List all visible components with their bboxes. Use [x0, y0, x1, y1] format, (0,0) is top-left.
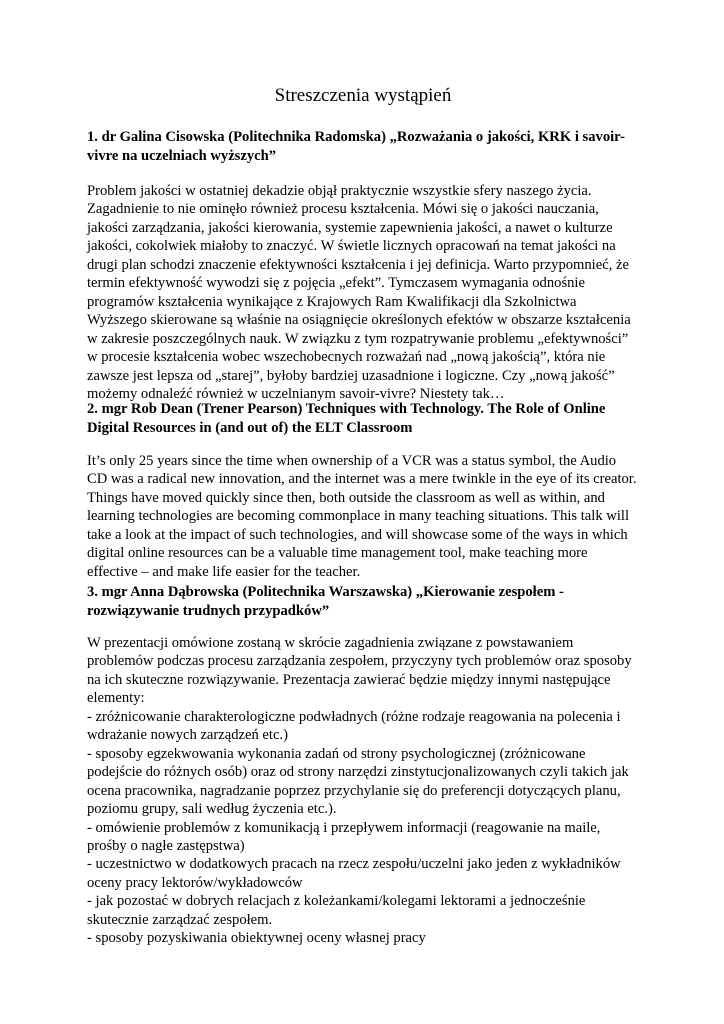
- body-line: learning technologies are becoming commonplace in many teaching situations. This talk will: [87, 508, 629, 525]
- heading-line: vivre na uczelniach wyższych”: [87, 148, 277, 164]
- list-item: podejście do różnych osób) oraz od strony narzędzi zinstytucjonalizowanych czyli takich jak: [87, 764, 629, 781]
- body-line: Things have moved quickly since then, both outside the classroom as well as within, and: [87, 489, 605, 506]
- body-line: termin efektywność wywodzi się z pojęcia „efekt”. Tymczasem wymagania odnośnie: [87, 275, 585, 292]
- body-line: It’s only 25 years since the time when ownership of a VCR was a status symbol, the Audio: [87, 453, 617, 469]
- heading-line: Digital Resources in (and out of) the ELT Classroom: [87, 420, 413, 436]
- heading-line: 2. mgr Rob Dean (Trener Pearson) Techniques with Technology. The Role of Online: [87, 401, 606, 417]
- body-line: drugi plan schodzi znaczenie efektywności kształcenia i jej definicja. Warto przypomnieć, że: [87, 256, 629, 273]
- body-line: jakości, cokolwiek miałoby to znaczyć. W świetle licznych opracowań na temat jakości na: [87, 238, 616, 255]
- body-line: digital online resources can be a valuable time management tool, make teaching more: [87, 545, 588, 562]
- list-item: prośby o nagłe zastępstwa): [87, 837, 245, 854]
- body-line: programów kształcenia wynikające z Krajowych Ram Kwalifikacji dla Szkolnictwa: [87, 293, 577, 310]
- body-line: W prezentacji omówione zostaną w skrócie zagadnienia związane z powstawaniem: [87, 635, 574, 651]
- section-2-body: [87, 452, 643, 581]
- body-line: na ich skuteczne rozwiązywanie. Prezentacja zawierać będzie między innymi następujące: [87, 671, 611, 688]
- body-line: możemy odnaleźć również w uczelnianym savoir-vivre? Niestety tak…: [87, 385, 505, 402]
- body-line: elementy:: [87, 690, 145, 707]
- heading-line: 3. mgr Anna Dąbrowska (Politechnika Warszawska) „Kierowanie zespołem -: [87, 584, 564, 600]
- list-item: oceny pracy lektorów/wykładowców: [87, 874, 303, 891]
- section-3-body: [87, 634, 643, 948]
- body-line: Zagadnienie to nie ominęło również procesu kształcenia. Mówi się o jakości nauczania,: [87, 201, 599, 218]
- body-line: jakości zarządzania, jakości kierowania, systemie zapewnienia jakości, a nawet o kulturze: [87, 219, 613, 236]
- list-item: - omówienie problemów z komunikacją i przepływem informacji (reagowanie na maile,: [87, 819, 601, 836]
- list-item: - sposoby egzekwowania wykonania zadań od strony psychologicznej (zróżnicowane: [87, 745, 586, 762]
- body-line: zawsze jest lepsza od „starej”, byłoby bardziej uzasadnione i logiczne. Czy „nową jakość”: [87, 367, 615, 384]
- body-line: CD was a radical new innovation, and the internet was a mere twinkle in the eye of its creator.: [87, 471, 637, 488]
- list-item: - sposoby pozyskiwania obiektywnej oceny własnej pracy: [87, 930, 426, 947]
- heading-line: 1. dr Galina Cisowska (Politechnika Radomska) „Rozważania o jakości, KRK i savoir-: [87, 129, 625, 145]
- body-line: w zakresie poszczególnych nauk. W związku z tym rozpatrywanie problemu „efektywności”: [87, 330, 629, 347]
- body-line: problemów podczas procesu zarządzania zespołem, przyczyny tych problemów oraz sposoby: [87, 653, 632, 670]
- section-1-body: [87, 182, 643, 403]
- list-item: wdrażanie nowych zarządzeń etc.): [87, 727, 288, 744]
- list-item: - jak pozostać w dobrych relacjach z koleżankami/kolegami lektorami a jednocześnie: [87, 893, 586, 910]
- heading-line: rozwiązywanie trudnych przypadków”: [87, 603, 330, 619]
- list-item: - uczestnictwo w dodatkowych pracach na rzecz zespołu/uczelni jako jeden z wykładników: [87, 856, 621, 873]
- list-item: poziomu grupy, sali według życzenia etc.).: [87, 801, 337, 818]
- page-title: Streszczenia wystąpień: [274, 85, 452, 106]
- body-line: Problem jakości w ostatniej dekadzie objął praktycznie wszystkie sfery naszego życia.: [87, 183, 592, 199]
- body-line: w procesie kształcenia wobec wszechobecnych rozważań nad „nową jakością”, która nie: [87, 349, 606, 366]
- body-line: effective – and make life easier for the teacher.: [87, 563, 361, 580]
- section-1-heading: [87, 128, 639, 166]
- section-3-heading: [87, 583, 639, 621]
- body-line: take a look at the impact of such technologies, and will showcase some of the ways in which: [87, 526, 628, 543]
- body-line: Wyższego skierowane są właśnie na osiągnięcie określonych efektów w obszarze kształcenia: [87, 312, 631, 329]
- list-item: skutecznie zarządzać zespołem.: [87, 911, 273, 928]
- list-item: ocena pracownika, nagradzanie poprzez przychylanie się do preferencji dotyczących planu,: [87, 782, 621, 799]
- list-item: - zróżnicowanie charakterologiczne podwładnych (różne rodzaje reagowania na polecenia i: [87, 708, 621, 725]
- section-2-heading: [87, 400, 639, 438]
